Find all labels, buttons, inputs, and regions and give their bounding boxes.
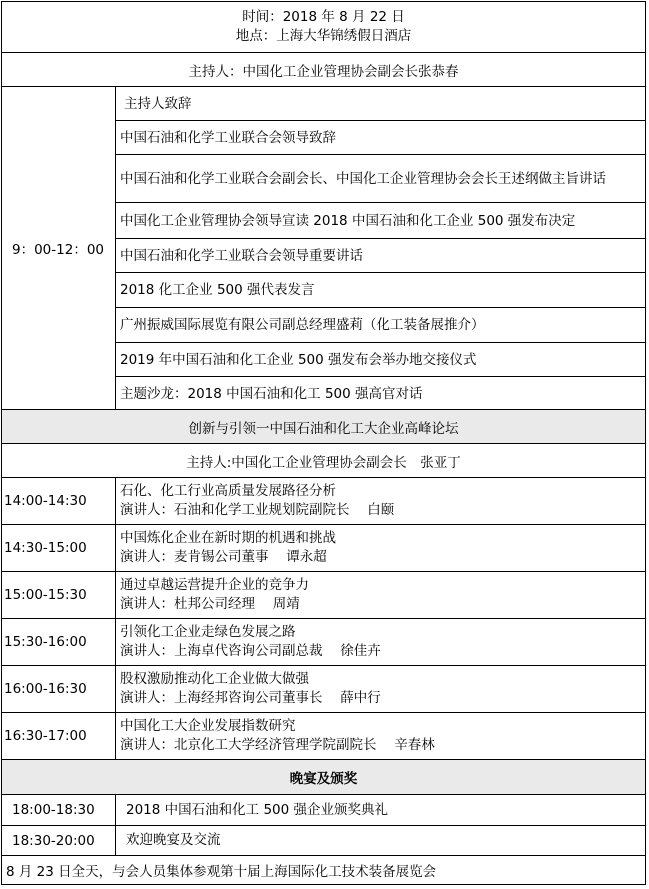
banquet-row — [2, 825, 645, 855]
banquet-title-text: 晚宴及颁奖 — [289, 771, 358, 787]
talk-desc — [116, 478, 645, 524]
talk-desc — [116, 572, 645, 618]
session1-item: 主题沙龙：2018 中国石油和化工 500 强高官对话 — [116, 376, 645, 410]
session1-item: 中国化工企业管理协会领导宣读 2018 中国石油和化工企业 500 强发布决定 — [116, 202, 645, 238]
header-cell — [2, 2, 645, 52]
talk-topic: 股权激励推动化工企业做大做强 — [120, 671, 309, 687]
forum-title-text: 创新与引领一中国石油和化工大企业高峰论坛 — [188, 420, 459, 437]
banquet-desc: 欢迎晚宴及交流 — [126, 832, 221, 848]
session1-time: 9：00-12：00 — [2, 87, 116, 409]
banquet-title — [2, 759, 645, 794]
talk-topic: 中国化工大企业发展指数研究 — [120, 718, 296, 734]
session1-host-text: 主持人：中国化工企业管理协会副会长张恭春 — [188, 63, 459, 80]
forum-talk-row — [2, 477, 645, 524]
session1-item: 广州振威国际展览有限公司副总经理盛莉（化工装备展推介） — [116, 307, 645, 342]
session1-item: 中国石油和化学工业联合会领导致辞 — [116, 120, 645, 154]
event-location: 地点：上海大华锦绣假日酒店 — [235, 28, 412, 44]
talk-desc — [116, 525, 645, 571]
talk-time: 15:00-15:30 — [2, 572, 116, 618]
talk-speaker: 演讲人：杜邦公司经理 周靖 — [120, 596, 300, 612]
forum-talk-row — [2, 665, 645, 712]
forum-talk-row — [2, 571, 645, 618]
talk-desc — [116, 666, 645, 712]
session1-item-text: 中国石油和化学工业联合会副会长、中国化工企业管理协会会长王述纲做主旨讲话 — [120, 170, 606, 187]
agenda-table — [1, 1, 646, 885]
talk-time: 16:30-17:00 — [2, 713, 116, 759]
session1-host — [2, 52, 645, 86]
forum-talk-row — [2, 618, 645, 665]
forum-talk-row — [2, 712, 645, 759]
session1-block — [2, 86, 645, 409]
talk-speaker: 演讲人：北京化工大学经济管理学院副院长 辛春林 — [120, 737, 435, 753]
talk-speaker: 演讲人：上海经邦咨询公司董事长 薛中行 — [120, 690, 381, 706]
talk-time: 14:30-15:00 — [2, 525, 116, 571]
banquet-time: 18:00-18:30 — [2, 795, 116, 825]
banquet-time: 18:30-20:00 — [2, 826, 116, 855]
talk-time: 16:00-16:30 — [2, 666, 116, 712]
footer-note-text: 8 月 23 日全天，与会人员集体参观第十届上海国际化工技术装备展览会 — [6, 864, 437, 880]
talk-speaker: 演讲人：上海卓代咨询公司副总裁 徐佳卉 — [120, 643, 381, 659]
forum-host-text: 主持人:中国化工企业管理协会副会长 张亚丁 — [186, 454, 461, 471]
forum-host — [2, 443, 645, 477]
talk-topic: 引领化工企业走绿色发展之路 — [120, 624, 296, 640]
talk-time: 15:30-16:00 — [2, 619, 116, 665]
session1-item — [116, 154, 645, 202]
session1-item: 2018 化工企业 500 强代表发言 — [116, 272, 645, 307]
talk-speaker: 演讲人：石油和化学工业规划院副院长 白颐 — [120, 502, 395, 518]
footer-note — [2, 855, 645, 884]
talk-topic: 石化、化工行业高质量发展路径分析 — [120, 483, 336, 499]
session1-item: 中国石油和化学工业联合会领导重要讲话 — [116, 238, 645, 272]
banquet-desc: 2018 中国石油和化工 500 强企业颁奖典礼 — [126, 801, 388, 818]
talk-speaker: 演讲人：麦肯锡公司董事 谭永超 — [120, 549, 327, 565]
talk-topic: 通过卓越运营提升企业的竞争力 — [120, 577, 309, 593]
banquet-row — [2, 794, 645, 825]
talk-time: 14:00-14:30 — [2, 478, 116, 524]
session1-item: 2019 年中国石油和化工企业 500 强发布会举办地交接仪式 — [116, 342, 645, 376]
talk-topic: 中国炼化企业在新时期的机遇和挑战 — [120, 530, 336, 546]
session1-item: 主持人致辞 — [124, 95, 192, 112]
talk-desc — [116, 713, 645, 759]
forum-title — [2, 409, 645, 443]
talk-desc — [116, 619, 645, 665]
event-time: 时间：2018 年 8 月 22 日 — [242, 9, 405, 25]
forum-talk-row — [2, 524, 645, 571]
